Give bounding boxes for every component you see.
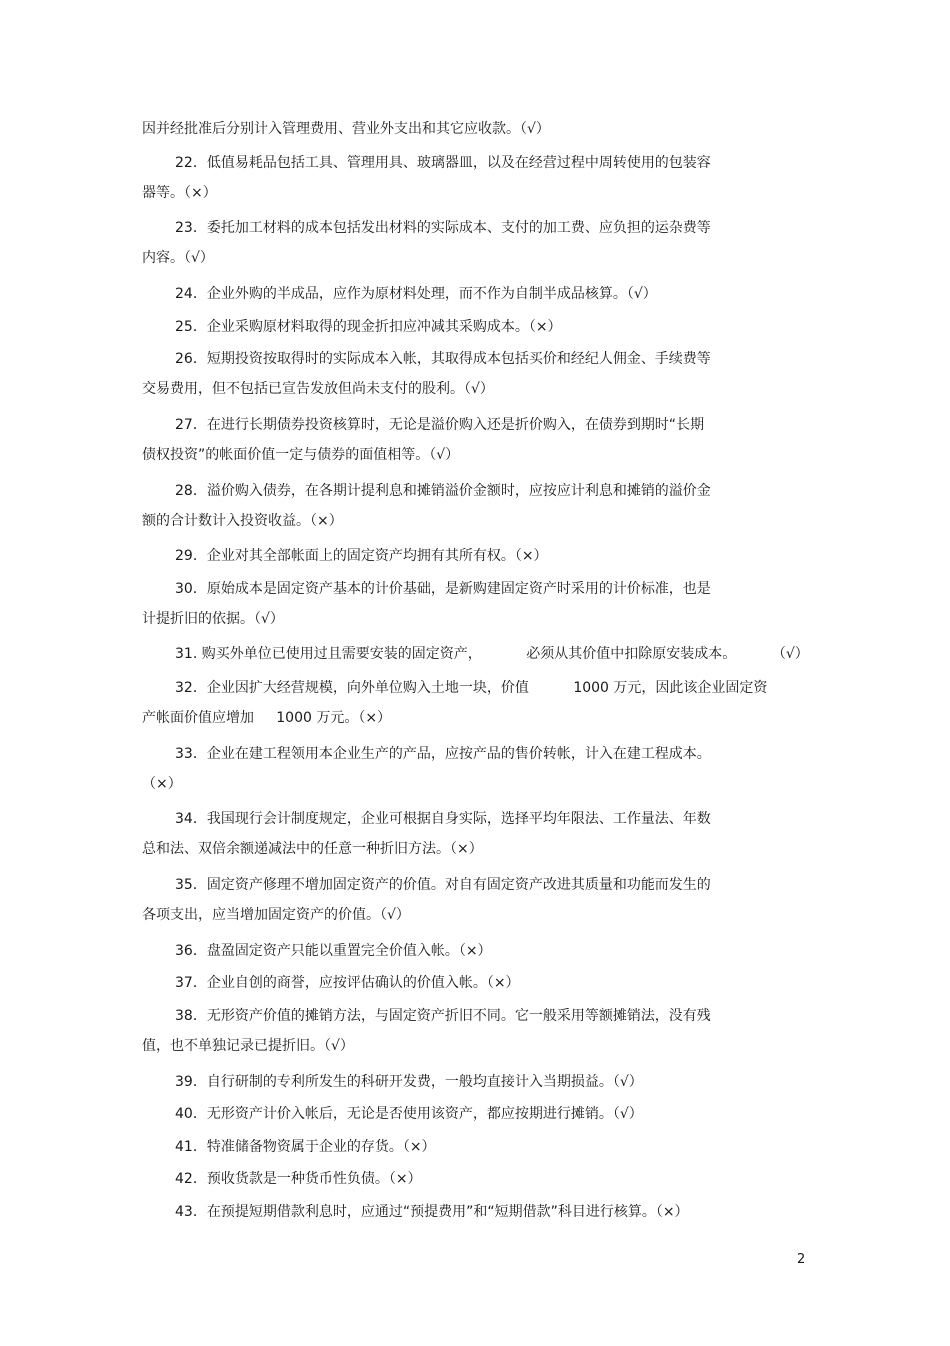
question-23-line-1: 23．委托加工材料的成本包括发出材料的实际成本、支付的加工费、应负担的运杂费等 xyxy=(175,220,711,236)
question-36: 36．盘盈固定资产只能以重置完全价值入帐。（×） xyxy=(175,943,492,959)
question-32-line-1: 32．企业因扩大经营规模，向外单位购入土地一块，价值 1000 万元，因此该企业固定资 xyxy=(175,680,768,696)
question-38-line-1: 38．无形资产价值的摊销方法，与固定资产折旧不同。它一般采用等额摊销法，没有残 xyxy=(175,1008,711,1024)
question-33-line-1: 33．企业在建工程领用本企业生产的产品，应按产品的售价转帐，计入在建工程成本。 xyxy=(175,746,711,762)
question-41: 41．特准储备物资属于企业的存货。（×） xyxy=(175,1139,436,1155)
question-22-line-1: 22．低值易耗品包括工具、管理用具、玻璃器皿，以及在经营过程中周转使用的包装容 xyxy=(175,155,711,171)
question-34-line-2: 总和法、双倍余额递减法中的任意一种折旧方法。（×） xyxy=(142,841,483,857)
question-33-line-2: （×） xyxy=(142,776,182,792)
question-26-line-1: 26．短期投资按取得时的实际成本入帐，其取得成本包括买价和经纪人佣金、手续费等 xyxy=(175,351,711,367)
question-23-line-2: 内容。（√） xyxy=(142,250,214,266)
question-28-line-2: 额的合计数计入投资收益。（×） xyxy=(142,513,343,529)
question-26-line-2: 交易费用，但不包括已宣告发放但尚未支付的股利。（√） xyxy=(142,381,494,397)
question-29: 29．企业对其全部帐面上的固定资产均拥有其所有权。（×） xyxy=(175,548,548,564)
question-35-line-1: 35．固定资产修理不增加固定资产的价值。对自有固定资产改进其质量和功能而发生的 xyxy=(175,877,711,893)
question-42: 42．预收货款是一种货币性负债。（×） xyxy=(175,1171,422,1187)
question-34-line-1: 34．我国现行会计制度规定，企业可根据自身实际，选择平均年限法、工作量法、年数 xyxy=(175,811,711,827)
question-43: 43．在预提短期借款利息时，应通过“预提费用”和“短期借款”科目进行核算。（×） xyxy=(175,1204,689,1220)
question-27-line-2: 债权投资”的帐面价值一定与债券的面值相等。（√） xyxy=(142,447,460,463)
question-35-line-2: 各项支出，应当增加固定资产的价值。（√） xyxy=(142,907,410,923)
question-24: 24．企业外购的半成品，应作为原材料处理，而不作为自制半成品核算。（√） xyxy=(175,286,657,302)
question-25: 25．企业采购原材料取得的现金折扣应冲减其采购成本。（×） xyxy=(175,319,562,335)
page-number: 2 xyxy=(797,1252,806,1267)
question-22-line-2: 器等。（×） xyxy=(142,185,217,201)
question-39: 39．自行研制的专利所发生的科研开发费，一般均直接计入当期损益。（√） xyxy=(175,1074,643,1090)
question-31: 31. 购买外单位已使用过且需要安装的固定资产， 必须从其价值中扣除原安装成本。 （√） xyxy=(175,646,809,662)
question-28-line-1: 28．溢价购入债券，在各期计提利息和摊销溢价金额时，应按应计利息和摊销的溢价金 xyxy=(175,483,711,499)
question-30-line-1: 30．原始成本是固定资产基本的计价基础，是新购建固定资产时采用的计价标准，也是 xyxy=(175,581,711,597)
question-32-line-2: 产帐面价值应增加 1000 万元。（×） xyxy=(142,710,392,726)
question-37: 37．企业自创的商誉，应按评估确认的价值入帐。（×） xyxy=(175,975,520,991)
question-40: 40．无形资产计价入帐后，无论是否使用该资产，都应按期进行摊销。（√） xyxy=(175,1106,643,1122)
question-38-line-2: 值，也不单独记录已提折旧。（√） xyxy=(142,1038,354,1054)
question-30-line-2: 计提折旧的依据。（√） xyxy=(142,611,284,627)
text-line-continuation: 因并经批准后分别计入管理费用、营业外支出和其它应收款。（√） xyxy=(142,121,550,137)
question-27-line-1: 27．在进行长期债券投资核算时，无论是溢价购入还是折价购入，在债券到期时“长期 xyxy=(175,417,705,433)
